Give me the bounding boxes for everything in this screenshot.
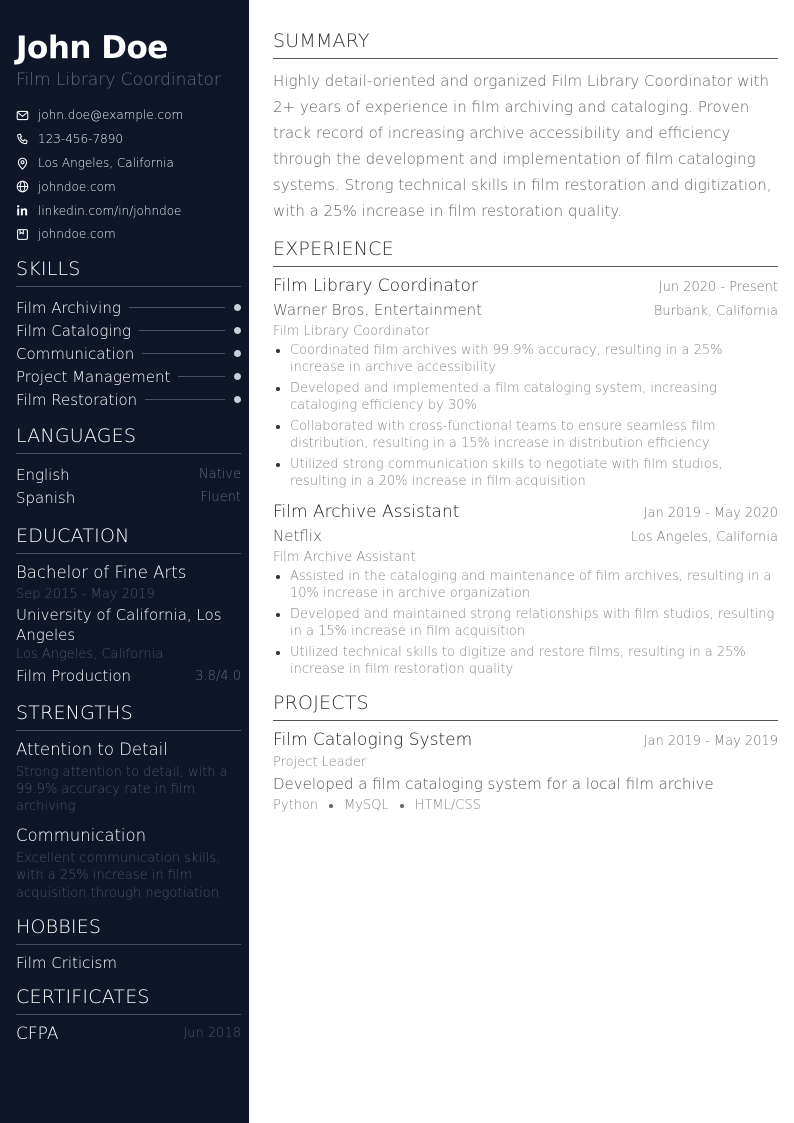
job-company: Warner Bros. Entertainment xyxy=(273,301,483,319)
job-bullet: Utilized strong communication skills to negotiate with film studios, resulting in a 20% increase in film acquisition xyxy=(273,456,778,490)
job-location: Los Angeles, California xyxy=(630,530,778,545)
skill-name: Communication xyxy=(16,344,135,363)
education-field: Film Production xyxy=(16,667,132,686)
education-degree: Bachelor of Fine Arts xyxy=(16,563,187,583)
projects-section xyxy=(273,692,778,813)
sidebar xyxy=(0,0,249,1123)
job-location: Burbank, California xyxy=(653,304,778,319)
skills-section xyxy=(16,258,241,411)
hobbies-heading: HOBBIES xyxy=(16,916,241,945)
certificates-heading: CERTIFICATES xyxy=(16,986,241,1015)
job-entry xyxy=(273,502,778,678)
certificate-item xyxy=(16,1024,241,1044)
education-gpa: 3.8/4.0 xyxy=(195,668,241,684)
job-title: Film Library Coordinator xyxy=(273,276,478,296)
project-title: Film Cataloging System xyxy=(273,730,473,750)
experience-section xyxy=(273,238,778,678)
experience-heading: EXPERIENCE xyxy=(273,238,778,267)
strength-name: Attention to Detail xyxy=(16,740,168,760)
strength-item xyxy=(16,826,241,901)
skill-item xyxy=(16,388,241,411)
job-bullet: Assisted in the cataloging and maintenance of film archives, resulting in a 10% increase in archive organization xyxy=(273,568,778,602)
strength-name: Communication xyxy=(16,826,147,846)
certificates-section xyxy=(16,986,241,1044)
project-role: Project Leader xyxy=(273,755,367,770)
contact-email-text: john.doe@example.com xyxy=(38,108,184,123)
summary-heading: SUMMARY xyxy=(273,30,778,59)
skill-level-dot xyxy=(234,304,241,311)
job-entry xyxy=(273,276,778,490)
job-header xyxy=(273,276,778,296)
strength-description: Excellent communication skills, with a 25% increase in film acquisition through negotiation xyxy=(16,851,221,901)
skill-item xyxy=(16,365,241,388)
job-title: Film Archive Assistant xyxy=(273,502,460,522)
contact-website[interactable] xyxy=(16,175,241,199)
education-section xyxy=(16,525,241,685)
certificate-date: Jun 2018 xyxy=(183,1026,241,1042)
skill-name: Film Restoration xyxy=(16,390,138,409)
skill-item xyxy=(16,296,241,319)
job-company: Netflix xyxy=(273,527,322,545)
skill-level-dot xyxy=(234,373,241,380)
summary-text: Highly detail-oriented and organized Film Library Coordinator with 2+ years of experience in film archiving and cataloging. Proven track record of increasing archive accessibility and efficiency through the development and implementation of film cataloging systems. Strong technical skills in film restoration and digitization, with a 25% increase in film restoration quality. xyxy=(273,72,772,220)
main-content xyxy=(273,30,778,813)
job-dates: Jun 2020 - Present xyxy=(658,280,778,295)
skill-item xyxy=(16,319,241,342)
tech-item: MySQL xyxy=(344,798,389,813)
job-bullets xyxy=(273,568,778,678)
project-tech-list xyxy=(273,798,778,813)
skill-level-dot xyxy=(234,396,241,403)
job-header xyxy=(273,502,778,522)
contact-website-text: johndoe.com xyxy=(38,179,116,194)
contact-location xyxy=(16,151,241,175)
globe-icon xyxy=(16,180,29,193)
strengths-heading: STRENGTHS xyxy=(16,702,241,731)
strengths-section xyxy=(16,702,241,902)
skill-level-dot xyxy=(234,327,241,334)
tech-separator xyxy=(329,804,333,808)
contact-location-text: Los Angeles, California xyxy=(38,156,174,171)
skill-divider xyxy=(142,353,225,354)
contact-linkedin-text: linkedin.com/in/johndoe xyxy=(38,203,182,218)
job-bullet: Collaborated with cross-functional teams to ensure seamless film distribution, resulting in a 15% increase in distribution efficiency xyxy=(273,418,778,452)
certificate-name: CFPA xyxy=(16,1023,59,1044)
language-name: Spanish xyxy=(16,488,76,507)
job-bullets xyxy=(273,342,778,490)
contact-phone-text: 123-456-7890 xyxy=(38,132,124,147)
language-item xyxy=(16,463,241,486)
skill-divider xyxy=(139,330,225,331)
strength-description: Strong attention to detail, with a 99.9% accuracy rate in film archiving xyxy=(16,764,228,815)
contact-email[interactable] xyxy=(16,104,241,128)
skill-name: Film Cataloging xyxy=(16,321,132,340)
languages-heading: LANGUAGES xyxy=(16,425,241,454)
education-dates: Sep 2015 - May 2019 xyxy=(16,587,155,603)
hobby-item: Film Criticism xyxy=(16,953,117,972)
job-bullet: Coordinated film archives with 99.9% accuracy, resulting in a 25% increase in archive accessibility xyxy=(273,342,778,376)
projects-heading: PROJECTS xyxy=(273,692,778,721)
job-company-row xyxy=(273,296,778,319)
job-bullet: Utilized technical skills to digitize and restore films, resulting in a 25% increase in film restoration quality xyxy=(273,644,778,678)
job-bullet: Developed and implemented a film cataloging system, increasing cataloging efficiency by 30% xyxy=(273,380,778,414)
education-field-row xyxy=(16,667,241,685)
contact-phone[interactable] xyxy=(16,127,241,151)
location-pin-icon xyxy=(16,157,29,170)
language-item xyxy=(16,486,241,509)
skill-level-dot xyxy=(234,350,241,357)
skill-divider xyxy=(129,307,225,308)
education-heading: EDUCATION xyxy=(16,525,241,554)
job-company-row xyxy=(273,522,778,545)
project-header xyxy=(273,730,778,750)
contact-portfolio[interactable] xyxy=(16,223,241,247)
strength-item xyxy=(16,740,241,815)
language-level: Fluent xyxy=(200,490,241,506)
job-role: Film Archive Assistant xyxy=(273,550,416,565)
skill-name: Film Archiving xyxy=(16,298,121,317)
summary-section xyxy=(273,30,778,224)
portfolio-icon xyxy=(16,228,29,241)
tech-item: HTML/CSS xyxy=(414,798,481,813)
contact-portfolio-text: johndoe.com xyxy=(38,227,116,242)
mail-icon xyxy=(16,109,29,122)
contact-list xyxy=(16,104,241,247)
education-location: Los Angeles, California xyxy=(16,647,164,663)
phone-icon xyxy=(16,133,29,146)
job-role: Film Library Coordinator xyxy=(273,324,430,339)
tech-separator xyxy=(400,804,404,808)
skills-heading: SKILLS xyxy=(16,258,241,287)
languages-section xyxy=(16,425,241,509)
skill-divider xyxy=(145,399,225,400)
linkedin-icon xyxy=(16,204,29,217)
skill-name: Project Management xyxy=(16,367,171,386)
tech-item: Python xyxy=(273,798,319,813)
language-name: English xyxy=(16,465,70,484)
job-bullet: Developed and maintained strong relationships with film studios, resulting in a 15% increase in film acquisition xyxy=(273,606,778,640)
project-description: Developed a film cataloging system for a local film archive xyxy=(273,775,714,793)
education-school: University of California, Los Angeles xyxy=(16,606,222,644)
skill-divider xyxy=(178,376,225,377)
project-dates: Jan 2019 - May 2019 xyxy=(643,734,778,749)
skill-item xyxy=(16,342,241,365)
hobbies-section xyxy=(16,916,241,972)
candidate-name: John Doe xyxy=(16,30,168,66)
job-dates: Jan 2019 - May 2020 xyxy=(643,506,778,521)
language-level: Native xyxy=(198,467,241,483)
contact-linkedin[interactable] xyxy=(16,199,241,223)
candidate-title: Film Library Coordinator xyxy=(16,70,221,91)
